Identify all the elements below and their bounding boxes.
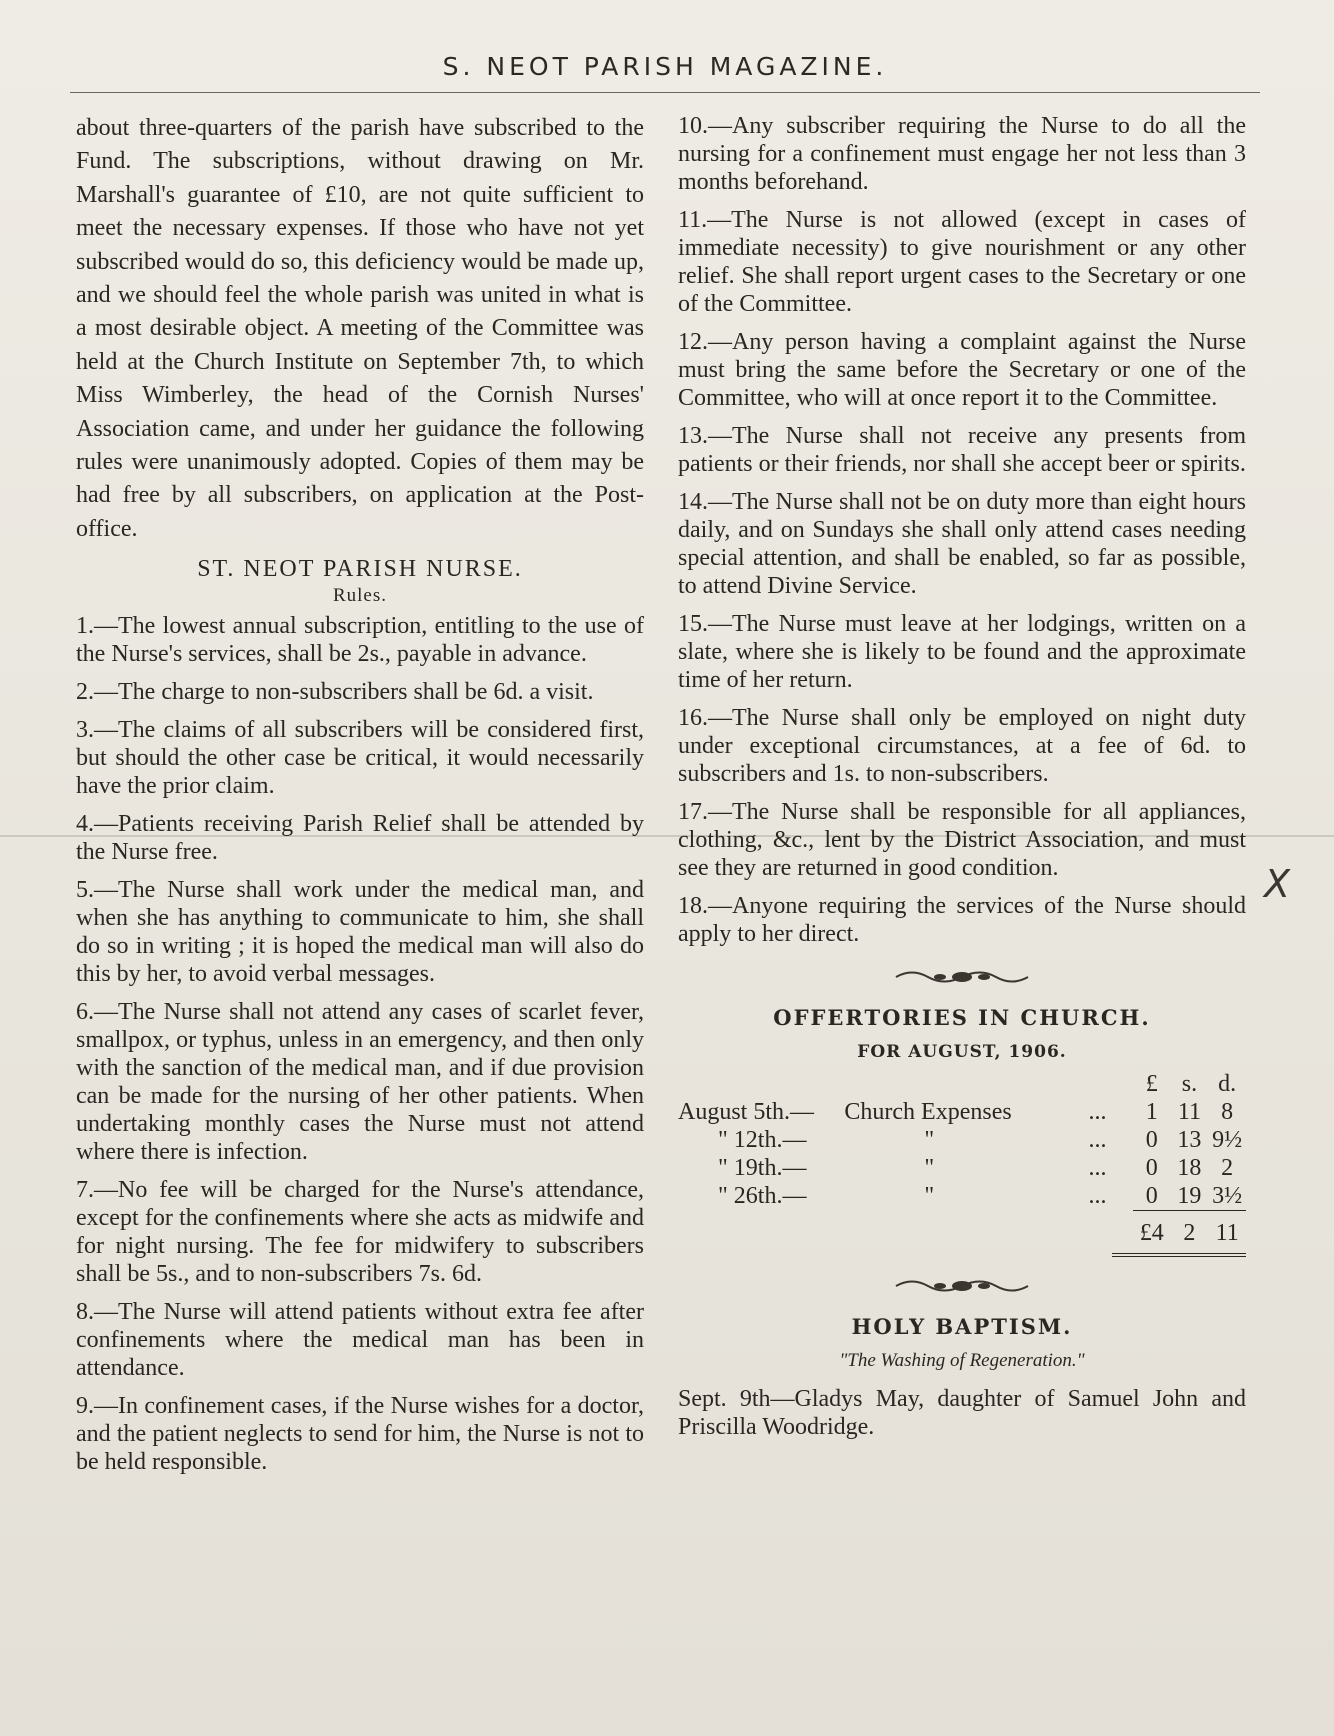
rule-5: 5.—The Nurse shall work under the medical man, and when she has anything to communicate to him, she shall do so in writing ; it is hoped the medical man will also do this by her, to avoid verbal messages. (76, 877, 644, 988)
rule-17: 17.—The Nurse shall be responsible for all appliances, clothing, &c., lent by the District Association, and must see they are returned in good condition. (678, 799, 1246, 881)
rule-11: 11.—The Nurse is not allowed (except in cases of immediate necessity) to give nourishment or any other relief. She shall report urgent cases to the Secretary or one of the Committee. (678, 207, 1246, 317)
rule-13: 13.—The Nurse shall not receive any presents from patients or their friends, nor shall she accept beer or spirits. (678, 423, 1246, 477)
margin-mark: X (1264, 862, 1291, 906)
right-column (678, 112, 1246, 1451)
rule-18: 18.—Anyone requiring the services of the Nurse should apply to her direct. (678, 893, 1246, 947)
total-shillings: 2 (1171, 1211, 1209, 1248)
rule-10: 10.—Any subscriber requiring the Nurse to do all the nursing for a confinement must engage her not less than 3 months beforehand. (678, 113, 1246, 195)
ornament-divider-icon (678, 1275, 1246, 1299)
offertories-title: OFFERTORIES IN CHURCH. (773, 1005, 1151, 1030)
rule-12: 12.—Any person having a complaint against the Nurse must bring the same before the Secretary or one of the Committee, who will at once report it to the Committee. (678, 329, 1246, 411)
rule-3: 3.—The claims of all subscribers will be considered first, but should the other case be critical, it would necessarily have the prior claim. (76, 717, 644, 800)
rules-subtitle: Rules. (332, 585, 388, 607)
rule-16: 16.—The Nurse shall only be employed on night duty under exceptional circumstances, at a fee of 6d. to subscribers and 1s. to non-subscribers. (678, 705, 1246, 787)
rule-9: 9.—In confinement cases, if the Nurse wishes for a doctor, and the patient neglects to send for him, the Nurse is not to be held responsible. (76, 1393, 644, 1476)
total-pence: 11 (1208, 1211, 1246, 1248)
left-column (76, 112, 644, 1486)
rule-7: 7.—No fee will be charged for the Nurse's attendance, except for the confinements where she acts as midwife and for night nursing. The fee for midwifery to subscribers shall be 5s., and to non-subscribers 7s. 6d. (76, 1177, 644, 1288)
baptism-quote: "The Washing of Regeneration." (839, 1350, 1085, 1371)
table-row: " 19th.— " ... 0 18 2 (718, 1155, 1234, 1181)
ornament-divider-icon (678, 966, 1246, 990)
masthead-rule (70, 92, 1260, 93)
rule-4: 4.—Patients receiving Parish Relief shall be attended by the Nurse free. (76, 811, 644, 866)
offertories-header-row (678, 1070, 1246, 1098)
nurse-section-title: ST. NEOT PARISH NURSE. (197, 556, 523, 583)
rule-1: 1.—The lowest annual subscription, entitling to the use of the Nurse's services, shall be 2s., payable in advance. (76, 613, 644, 668)
offertories-table (678, 1070, 1246, 1247)
table-row: " 12th.— " ... 0 13 9½ (718, 1127, 1243, 1153)
rule-2: 2.—The charge to non-subscribers shall be 6d. a visit. (76, 679, 594, 706)
baptism-entry: Sept. 9th—Gladys May, daughter of Samuel John and Priscilla Woodridge. (678, 1386, 1246, 1440)
col-shillings: s. (1181, 1071, 1198, 1097)
offertories-total-row (678, 1211, 1246, 1248)
intro-paragraph: about three-quarters of the parish have subscribed to the Fund. The subscriptions, without drawing on Mr. Marshall's guarantee of £10, are not quite sufficient to meet the necessary expenses. If those who have not yet subscribed would do so, this deficiency would be made up, and we should feel the whole parish was united in what is a most desirable object. A meeting of the Committee was held at the Church Institute on September 7th, to which Miss Wimberley, the head of the Cornish Nurses' Association came, and under her guidance the following rules were unanimously adopted. Copies of them may be had free by all subscribers, on application at the Post-office. (76, 115, 644, 542)
rule-6: 6.—The Nurse shall not attend any cases of scarlet fever, smallpox, or typhus, unless in an emergency, and then only with the sanction of the medical man, and if due provision can be made for the nursing of her other patients. When undertaking monthly cases the Nurse must not attend where there is infection. (76, 999, 644, 1166)
table-row: " 26th.— " ... 0 19 3½ (718, 1183, 1243, 1209)
offertories-subtitle: FOR AUGUST, 1906. (857, 1042, 1067, 1062)
rule-14: 14.—The Nurse shall not be on duty more than eight hours daily, and on Sundays she shall only attend cases needing special attention, and shall be enabled, so far as possible, to attend Divine Service. (678, 489, 1246, 599)
baptism-title: HOLY BAPTISM. (851, 1314, 1073, 1339)
col-pounds: £ (1145, 1071, 1158, 1097)
table-row: August 5th.— Church Expenses ... 1 11 8 (678, 1099, 1234, 1125)
rule-15: 15.—The Nurse must leave at her lodgings, written on a slate, where she is likely to be found and the approximate time of her return. (678, 611, 1246, 693)
rule-8: 8.—The Nurse will attend patients without extra fee after confinements where the medical man has been in attendance. (76, 1299, 644, 1382)
col-pence: d. (1218, 1071, 1237, 1097)
masthead: S. NEOT PARISH MAGAZINE. (442, 52, 888, 81)
total-pounds: £4 (1133, 1211, 1171, 1248)
total-double-rule (1112, 1253, 1246, 1257)
